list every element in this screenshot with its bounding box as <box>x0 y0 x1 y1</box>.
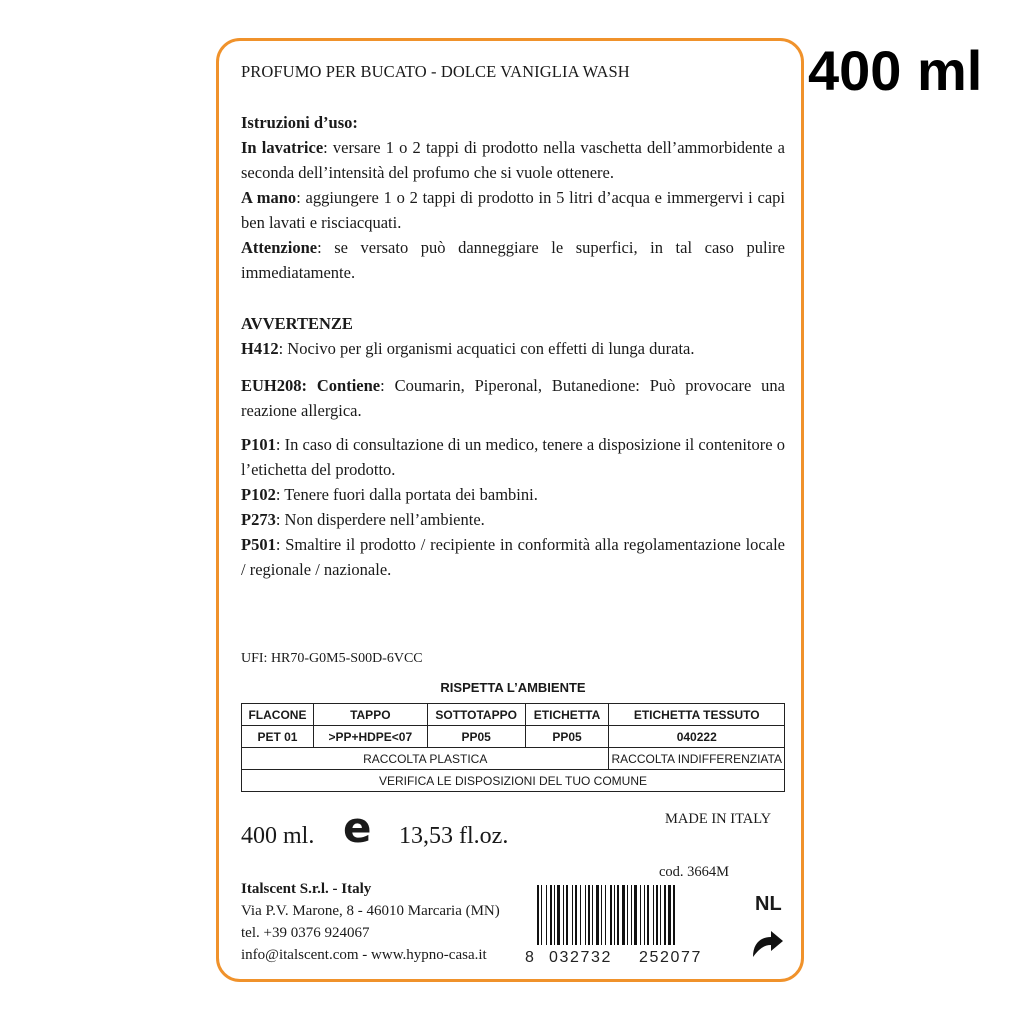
curved-arrow-icon <box>747 921 787 961</box>
recycling-header-row <box>242 704 785 726</box>
code-sottotappo: PP05 <box>427 726 525 748</box>
warnings-block <box>241 311 785 361</box>
verify-notice: VERIFICA LE DISPOSIZIONI DEL TUO COMUNE <box>242 770 785 792</box>
attention-label: Attenzione <box>241 238 318 257</box>
recycling-codes-row <box>242 726 785 748</box>
p101-text: : In caso di consultazione di un medico, tenere a disposizione il contenitore o l’etichetta del prodotto. <box>241 435 785 479</box>
p501-code: P501 <box>241 535 276 554</box>
raccolta-indifferenziata: RACCOLTA INDIFFERENZIATA <box>609 748 785 770</box>
code-etichetta: PP05 <box>525 726 609 748</box>
p101-code: P101 <box>241 435 276 454</box>
washing-machine-label: In lavatrice <box>241 138 324 157</box>
usage-instructions <box>241 110 785 285</box>
euh208-text: : Coumarin, Piperonal, Butanedione: Può provocare una reazione allergica. <box>241 376 785 420</box>
p102-code: P102 <box>241 485 276 504</box>
code-etichetta-tessuto: 040222 <box>609 726 785 748</box>
product-title: PROFUMO PER BUCATO - DOLCE VANIGLIA WASH <box>241 62 630 81</box>
h412-text: : Nocivo per gli organismi acquatici con effetti di lunga durata. <box>278 339 695 358</box>
volume-floz: 13,53 fl.oz. <box>399 823 509 849</box>
code-flacone: PET 01 <box>242 726 314 748</box>
header-etichetta: ETICHETTA <box>525 704 609 726</box>
washing-machine-text: : versare 1 o 2 tappi di prodotto nella vaschetta dell’ammorbidente a seconda dell’intensità del profumo che si vuole ottenere. <box>241 138 786 182</box>
telephone: tel. +39 0376 924067 <box>241 925 370 941</box>
p273-code: P273 <box>241 510 276 529</box>
attention-text: : se versato può danneggiare le superfici, in tal caso pulire immediatamente. <box>241 238 785 282</box>
email-website: info@italscent.com - www.hypno-casa.it <box>241 947 487 963</box>
nl-mark: NL <box>755 893 782 915</box>
code-tappo: >PP+HDPE<07 <box>313 726 427 748</box>
collection-row <box>242 748 785 770</box>
header-tappo: TAPPO <box>313 704 427 726</box>
by-hand-text: : aggiungere 1 o 2 tappi di prodotto in 5 litri d’acqua e immergervi i capi ben lavati e risciacquati. <box>241 188 785 232</box>
product-label <box>216 38 804 982</box>
barcode-left-digits: 032732 <box>549 949 612 965</box>
p501-text: : Smaltire il prodotto / recipiente in conformità alla regolamentazione locale / regionale / nazionale. <box>241 535 785 579</box>
by-hand-label: A mano <box>241 188 297 207</box>
h412-code: H412 <box>241 339 279 358</box>
header-flacone: FLACONE <box>242 704 314 726</box>
product-code: cod. 3664M <box>659 864 730 880</box>
made-in-italy: MADE IN ITALY <box>665 811 772 827</box>
instructions-heading: Istruzioni d’uso: <box>241 113 358 132</box>
estimated-sign: e <box>343 803 372 852</box>
p273-text: : Non disperdere nell’ambiente. <box>275 510 485 529</box>
raccolta-plastica: RACCOLTA PLASTICA <box>242 748 609 770</box>
verify-row <box>242 770 785 792</box>
street-address: Via P.V. Marone, 8 - 46010 Marcaria (MN) <box>241 903 500 919</box>
barcode <box>525 885 737 965</box>
recycling-table <box>241 703 785 792</box>
volume-heading: 400 ml <box>808 39 983 102</box>
environment-title: RISPETTA L’AMBIENTE <box>440 680 586 695</box>
header-sottotappo: SOTTOTAPPO <box>427 704 525 726</box>
euh208-block <box>241 373 785 423</box>
barcode-first-digit: 8 <box>525 949 534 965</box>
ufi-code: UFI: HR70-G0M5-S00D-6VCC <box>241 651 423 666</box>
euh208-code: EUH208: Contiene <box>241 376 381 395</box>
header-etichetta-tessuto: ETICHETTA TESSUTO <box>609 704 785 726</box>
precautions-block <box>241 432 785 582</box>
barcode-right-digits: 252077 <box>639 949 702 965</box>
company-name: Italscent S.r.l. - Italy <box>241 881 372 897</box>
company-address <box>241 878 500 966</box>
warnings-heading: AVVERTENZE <box>241 314 353 333</box>
volume-ml: 400 ml. <box>241 823 315 849</box>
p102-text: : Tenere fuori dalla portata dei bambini. <box>275 485 538 504</box>
